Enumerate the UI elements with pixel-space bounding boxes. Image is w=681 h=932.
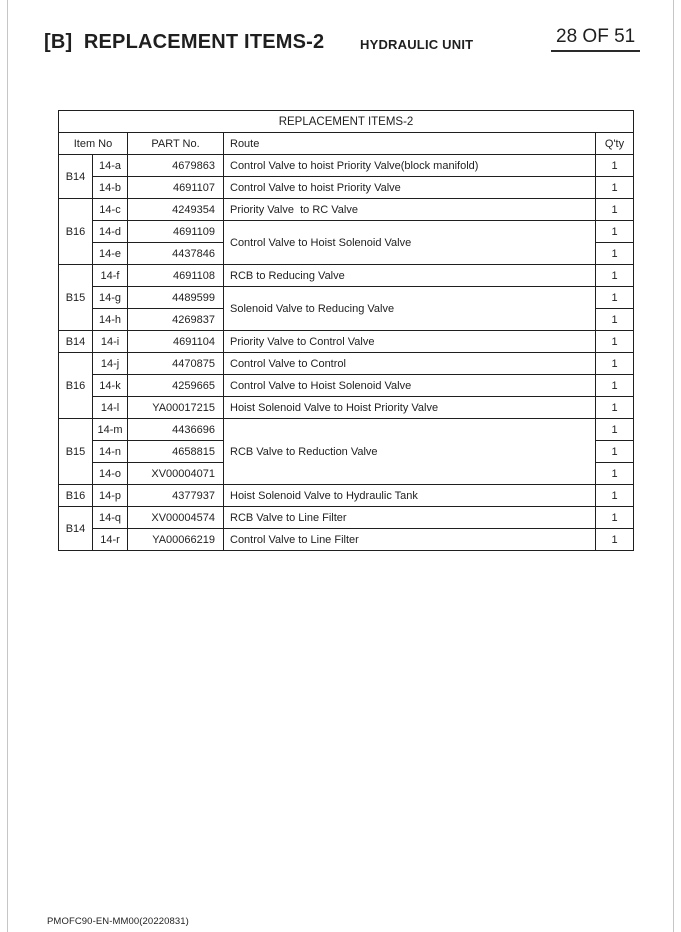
item-no-cell: 14-c — [93, 199, 128, 221]
item-no-cell: 14-d — [93, 221, 128, 243]
table-row — [59, 287, 634, 309]
item-no-cell: 14-j — [93, 353, 128, 375]
route-cell: Hoist Solenoid Valve to Hoist Priority Valve — [224, 397, 596, 419]
table-row — [59, 155, 634, 177]
qty-cell: 1 — [596, 507, 634, 529]
qty-cell: 1 — [596, 397, 634, 419]
part-no-cell: 4470875 — [128, 353, 224, 375]
item-group-cell: B15 — [59, 265, 93, 331]
item-no-cell: 14-k — [93, 375, 128, 397]
qty-cell: 1 — [596, 221, 634, 243]
qty-cell: 1 — [596, 353, 634, 375]
part-no-cell: YA00066219 — [128, 529, 224, 551]
route-cell: Hoist Solenoid Valve to Hydraulic Tank — [224, 485, 596, 507]
table-row — [59, 353, 634, 375]
qty-cell: 1 — [596, 485, 634, 507]
page-number-indicator: 28 OF 51 — [551, 26, 640, 52]
qty-cell: 1 — [596, 243, 634, 265]
page-subtitle: HYDRAULIC UNIT — [360, 37, 474, 52]
item-group-cell: B14 — [59, 507, 93, 551]
item-no-cell: 14-g — [93, 287, 128, 309]
table-row — [59, 397, 634, 419]
item-no-cell: 14-m — [93, 419, 128, 441]
route-cell: RCB to Reducing Valve — [224, 265, 596, 287]
qty-cell: 1 — [596, 265, 634, 287]
route-cell: Control Valve to hoist Priority Valve — [224, 177, 596, 199]
part-no-cell: 4436696 — [128, 419, 224, 441]
item-no-cell: 14-b — [93, 177, 128, 199]
replacement-items-table — [58, 110, 634, 551]
part-no-cell: XV00004574 — [128, 507, 224, 529]
page-edge-left — [7, 0, 8, 932]
part-no-cell: 4691109 — [128, 221, 224, 243]
route-cell: Solenoid Valve to Reducing Valve — [224, 287, 596, 331]
table-title-row — [59, 111, 634, 133]
item-no-cell: 14-f — [93, 265, 128, 287]
route-cell: RCB Valve to Reduction Valve — [224, 419, 596, 485]
table-body — [59, 155, 634, 551]
table-row — [59, 507, 634, 529]
route-cell: Priority Valve to RC Valve — [224, 199, 596, 221]
qty-cell: 1 — [596, 331, 634, 353]
item-no-cell: 14-n — [93, 441, 128, 463]
part-no-cell: YA00017215 — [128, 397, 224, 419]
route-cell: Control Valve to Hoist Solenoid Valve — [224, 375, 596, 397]
part-no-cell: 4691104 — [128, 331, 224, 353]
part-no-cell: 4249354 — [128, 199, 224, 221]
part-no-cell: 4377937 — [128, 485, 224, 507]
part-no-cell: 4691108 — [128, 265, 224, 287]
item-group-cell: B16 — [59, 199, 93, 265]
item-group-cell: B15 — [59, 419, 93, 485]
item-no-cell: 14-p — [93, 485, 128, 507]
table-title: REPLACEMENT ITEMS-2 — [59, 111, 634, 133]
part-no-cell: 4489599 — [128, 287, 224, 309]
part-no-cell: 4658815 — [128, 441, 224, 463]
table-row — [59, 419, 634, 441]
item-no-cell: 14-a — [93, 155, 128, 177]
item-group-cell: B16 — [59, 485, 93, 507]
qty-cell: 1 — [596, 419, 634, 441]
table-row — [59, 375, 634, 397]
page-edge-right — [673, 0, 674, 932]
table-row — [59, 331, 634, 353]
document-code: PMOFC90-EN-MM00(20220831) — [47, 916, 189, 927]
qty-cell: 1 — [596, 375, 634, 397]
qty-cell: 1 — [596, 309, 634, 331]
column-header-part-no: PART No. — [128, 133, 224, 155]
column-header-qty: Q'ty — [596, 133, 634, 155]
qty-cell: 1 — [596, 529, 634, 551]
item-group-cell: B14 — [59, 331, 93, 353]
route-cell: Priority Valve to Control Valve — [224, 331, 596, 353]
table-row — [59, 177, 634, 199]
table-row — [59, 485, 634, 507]
qty-cell: 1 — [596, 177, 634, 199]
qty-cell: 1 — [596, 287, 634, 309]
route-cell: Control Valve to hoist Priority Valve(block manifold) — [224, 155, 596, 177]
item-no-cell: 14-q — [93, 507, 128, 529]
qty-cell: 1 — [596, 463, 634, 485]
table-row — [59, 265, 634, 287]
part-no-cell: 4691107 — [128, 177, 224, 199]
page-title: [B] REPLACEMENT ITEMS-2 — [44, 31, 325, 53]
table-header-row — [59, 133, 634, 155]
item-group-cell: B14 — [59, 155, 93, 199]
part-no-cell: XV00004071 — [128, 463, 224, 485]
item-no-cell: 14-r — [93, 529, 128, 551]
route-cell: Control Valve to Line Filter — [224, 529, 596, 551]
table-row — [59, 529, 634, 551]
qty-cell: 1 — [596, 155, 634, 177]
part-no-cell: 4437846 — [128, 243, 224, 265]
item-no-cell: 14-o — [93, 463, 128, 485]
part-no-cell: 4259665 — [128, 375, 224, 397]
item-no-cell: 14-e — [93, 243, 128, 265]
route-cell: Control Valve to Hoist Solenoid Valve — [224, 221, 596, 265]
qty-cell: 1 — [596, 199, 634, 221]
qty-cell: 1 — [596, 441, 634, 463]
item-no-cell: 14-i — [93, 331, 128, 353]
column-header-item-no: Item No — [59, 133, 128, 155]
table-row — [59, 221, 634, 243]
part-no-cell: 4269837 — [128, 309, 224, 331]
item-no-cell: 14-h — [93, 309, 128, 331]
item-no-cell: 14-l — [93, 397, 128, 419]
route-cell: RCB Valve to Line Filter — [224, 507, 596, 529]
column-header-route: Route — [224, 133, 596, 155]
table-row — [59, 199, 634, 221]
part-no-cell: 4679863 — [128, 155, 224, 177]
item-group-cell: B16 — [59, 353, 93, 419]
route-cell: Control Valve to Control — [224, 353, 596, 375]
